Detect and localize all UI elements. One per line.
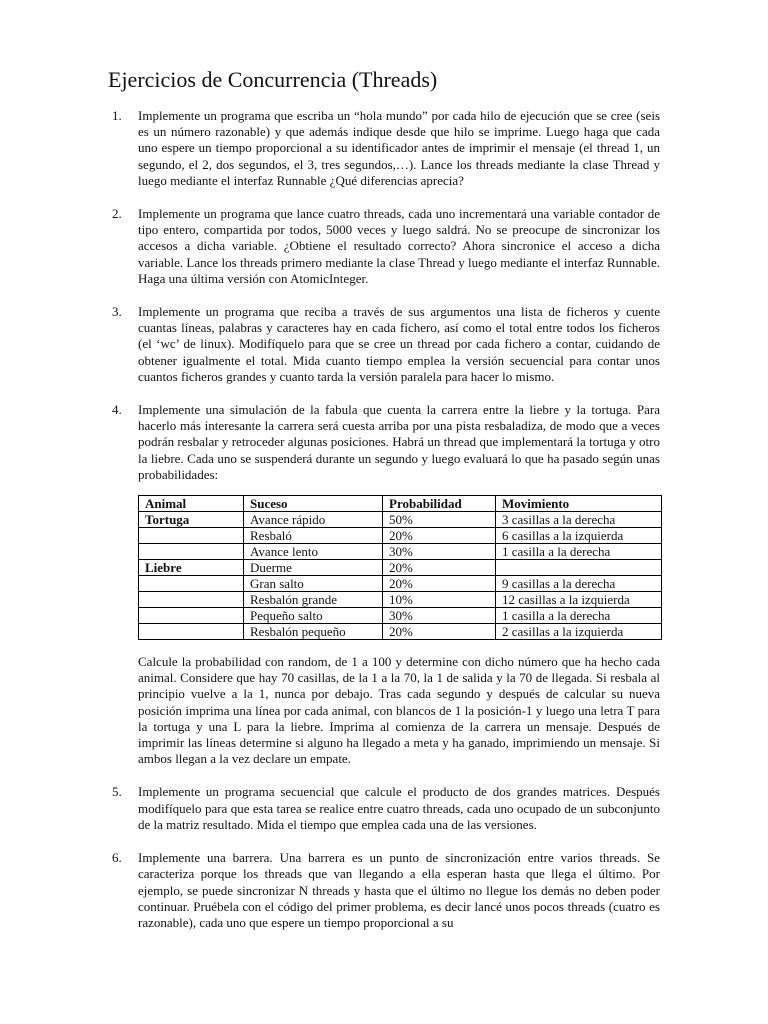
table-header-row [139,496,662,512]
table-cell-event: Resbalón grande [244,592,383,608]
table-row [139,592,662,608]
table-cell-animal [139,592,244,608]
exercise-text: Implemente un programa que reciba a través de sus argumentos una lista de ficheros y cuente cuantas líneas, palabras y caracteres hay en cada fichero, así como el total entre todos los ficheros (el ‘wc’ de linux). Modifíquelo para que se cree un thread por cada fichero a contar, cuidando de obtener igualmente el total. Mida cuanto tiempo emplea la versión secuencial para contar unos cuantos ficheros grandes y cuanto tarda la versión paralela para hacer lo mismo. [138,304,660,384]
table-cell-probability: 20% [383,624,496,640]
exercise-item-6 [112,850,660,931]
exercise-text: Implemente una simulación de la fabula que cuenta la carrera entre la liebre y la tortuga. Para hacerlo más interesante la carrera será cuesta arriba por una pista resbaladiza, de modo que a veces podrán resbalar y retroceder algunas posiciones. Habrá un thread que implementará la tortuga y otro la liebre. Cada uno se suspenderá durante un segundo y luego evaluará lo que ha pasado según unas probabilidades: [138,402,660,482]
table-cell-event: Gran salto [244,576,383,592]
table-cell-probability: 50% [383,512,496,528]
table-cell-animal [139,608,244,624]
table-cell-event: Resbalón pequeño [244,624,383,640]
document-title: Ejercicios de Concurrencia (Threads) [108,67,438,92]
exercise-item-3 [112,304,660,385]
table-row [139,528,662,544]
table-row [139,608,662,624]
exercise-text: Implemente un programa que lance cuatro threads, cada uno incrementará una variable contador de tipo entero, compartida por todos, 5000 veces y luego saldrá. No se preocupe de sincronizar los accesos a dicha variable. ¿Obtiene el resultado correcto? Ahora sincronice el acceso a dicha variable. Lance los threads primero mediante la clase Thread y luego mediante el interfaz Runnable. Haga una última versión con AtomicInteger. [138,206,660,286]
exercise-item-5 [112,784,660,833]
exercise-number: 4. [112,402,122,418]
table-cell-animal [139,544,244,560]
table-cell-animal: Liebre [139,560,244,576]
exercise-list [112,108,660,948]
table-row [139,512,662,528]
table-cell-movement: 3 casillas a la derecha [496,512,662,528]
table-cell-movement: 12 casillas a la izquierda [496,592,662,608]
exercise-text-continued: Calcule la probabilidad con random, de 1 a 100 y determine con dicho número que ha hecho cada animal. Considere que hay 70 casillas, de la 1 a la 70, la 1 de salida y la 70 de llegada. Si resbala al principio vuelve a la 1, nunca por debajo. Tras cada segundo y después de calcular su nueva posición imprima una línea por cada animal, con blancos de 1 la posición-1 y luego una letra T para la tortuga y una L para la liebre. Imprima al comienza de la carrera un mensaje. Después de imprimir las líneas determine si alguno ha llegado a meta y ha ganado, imprimiendo un mensaje. Si ambos llegan a la vez declare un empate. [138,654,660,767]
probability-table [138,495,662,640]
table-cell-movement: 9 casillas a la derecha [496,576,662,592]
table-row [139,560,662,576]
exercise-number: 6. [112,850,122,866]
table-cell-movement: 1 casilla a la derecha [496,608,662,624]
table-cell-movement: 2 casillas a la izquierda [496,624,662,640]
exercise-item-4 [112,402,660,767]
table-cell-probability: 20% [383,560,496,576]
table-header-cell: Suceso [244,496,383,512]
table-header-cell: Probabilidad [383,496,496,512]
table-cell-probability: 30% [383,608,496,624]
table-row [139,576,662,592]
table-cell-movement: 6 casillas a la izquierda [496,528,662,544]
exercise-number: 3. [112,304,122,320]
exercise-item-1 [112,108,660,189]
table-cell-animal: Tortuga [139,512,244,528]
exercise-text: Implemente un programa secuencial que calcule el producto de dos grandes matrices. Después modifíquelo para que esta tarea se realice entre cuatro threads, cada uno ocupado de un subconjunto de la matriz resultado. Mida el tiempo que emplea cada una de las versiones. [138,784,660,832]
exercise-text: Implemente una barrera. Una barrera es un punto de sincronización entre varios threads. Se caracteriza porque los threads que van llegando a ella esperan hasta que llega el último. Por ejemplo, se puede sincronizar N threads y hasta que el último no llegue los demás no deben poder continuar. Pruébela con el código del primer problema, es decir lancé unos pocos threads (cuatro es razonable), cada uno que espere un tiempo proporcional a su [138,850,660,930]
exercise-text: Implemente un programa que escriba un “hola mundo” por cada hilo de ejecución que se cree (seis es un número razonable) y que además indique desde que hilo se imprime. Luego haga que cada uno espere un tiempo proporcional a su identificador antes de imprimir el mensaje (el thread 1, un segundo, el 2, dos segundos, el 3, tres segundos,…). Lance los threads mediante la clase Thread y luego mediante el interfaz Runnable ¿Qué diferencias aprecia? [138,108,660,188]
table-cell-probability: 20% [383,528,496,544]
table-header-cell: Animal [139,496,244,512]
table-cell-animal [139,576,244,592]
table-cell-animal [139,528,244,544]
table-cell-event: Pequeño salto [244,608,383,624]
table-row [139,624,662,640]
exercise-number: 2. [112,206,122,222]
table-cell-event: Avance rápido [244,512,383,528]
table-header-cell: Movimiento [496,496,662,512]
table-cell-probability: 20% [383,576,496,592]
table-cell-movement: 1 casilla a la derecha [496,544,662,560]
table-cell-probability: 30% [383,544,496,560]
table-cell-animal [139,624,244,640]
table-cell-event: Resbaló [244,528,383,544]
table-cell-event: Duerme [244,560,383,576]
table-row [139,544,662,560]
exercise-number: 1. [112,108,122,123]
table-cell-event: Avance lento [244,544,383,560]
table-cell-movement [496,560,662,576]
table-cell-probability: 10% [383,592,496,608]
exercise-item-2 [112,206,660,287]
exercise-number: 5. [112,784,122,800]
